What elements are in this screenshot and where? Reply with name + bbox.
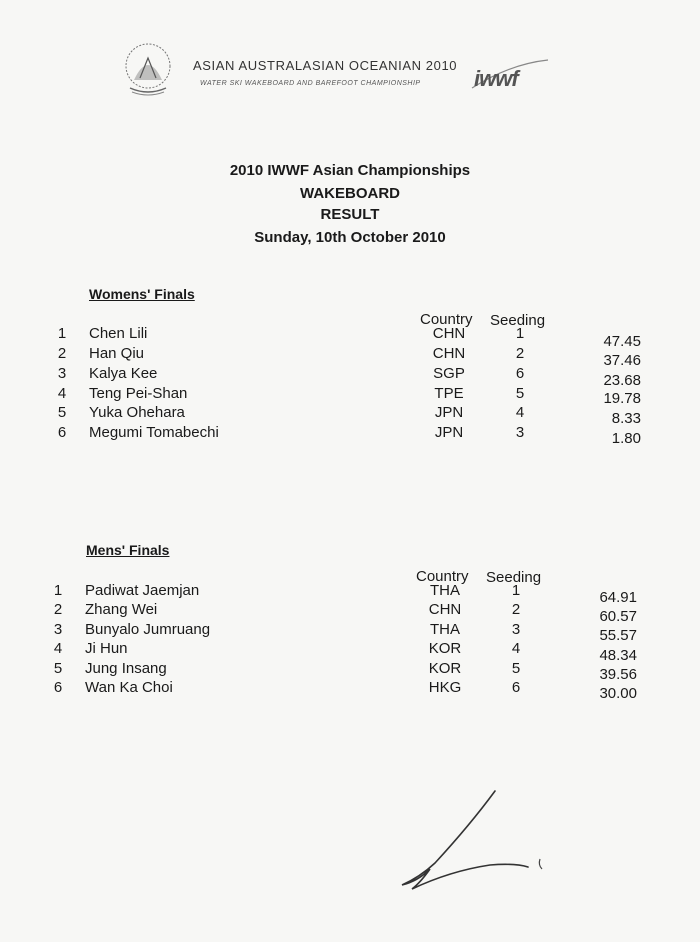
- country-cell: TPE: [434, 385, 464, 402]
- table-row: [0, 660, 700, 683]
- rank-cell: 3: [57, 365, 67, 382]
- table-row: [0, 424, 700, 447]
- championship-emblem-icon: [124, 40, 172, 98]
- mens-country-header: Country: [416, 568, 469, 585]
- letterhead-subtitle: WATER SKI WAKEBOARD AND BAREFOOT CHAMPIONSHIP: [200, 80, 421, 87]
- seeding-cell: 5: [515, 385, 525, 402]
- score-cell: 23.68: [603, 372, 641, 389]
- country-cell: CHN: [432, 325, 466, 342]
- athlete-name: Padiwat Jaemjan: [85, 582, 200, 599]
- rank-cell: 4: [53, 640, 63, 657]
- rank-cell: 2: [57, 345, 67, 362]
- country-cell: JPN: [434, 424, 464, 441]
- table-row: [0, 640, 700, 664]
- rank-cell: 6: [57, 424, 67, 441]
- score-cell: 8.33: [611, 410, 641, 427]
- womens-finals-title: Womens' Finals: [89, 286, 195, 302]
- athlete-name: Zhang Wei: [85, 601, 158, 618]
- seeding-cell: 3: [511, 621, 521, 638]
- seeding-cell: 2: [515, 345, 525, 362]
- score-cell: 64.91: [599, 589, 637, 606]
- score-cell: 1.80: [611, 430, 641, 447]
- signature-scribble: [390, 785, 560, 895]
- discipline-title: WAKEBOARD: [300, 185, 400, 202]
- womens-country-header: Country: [420, 311, 473, 328]
- score-cell: 47.45: [603, 333, 641, 350]
- athlete-name: Teng Pei-Shan: [89, 385, 188, 402]
- womens-seeding-header: Seeding: [490, 312, 546, 329]
- rank-cell: 3: [53, 621, 63, 638]
- event-title: 2010 IWWF Asian Championships: [229, 162, 471, 179]
- country-cell: KOR: [428, 660, 462, 677]
- seeding-cell: 2: [511, 601, 521, 618]
- athlete-name: Wan Ka Choi: [85, 679, 173, 696]
- table-row: [0, 621, 700, 644]
- athlete-name: Han Qiu: [89, 345, 145, 362]
- country-cell: HKG: [428, 679, 462, 696]
- letterhead: [0, 0, 700, 110]
- rank-cell: 2: [53, 601, 63, 618]
- seeding-cell: 6: [511, 679, 521, 696]
- country-cell: THA: [430, 621, 460, 638]
- mens-seeding-header: Seeding: [486, 569, 542, 586]
- country-cell: CHN: [428, 601, 462, 618]
- rank-cell: 5: [53, 660, 63, 677]
- seeding-cell: 6: [515, 365, 525, 382]
- seeding-cell: 4: [515, 404, 525, 421]
- country-cell: SGP: [433, 365, 465, 382]
- country-cell: CHN: [432, 345, 466, 362]
- score-cell: 48.34: [599, 647, 637, 664]
- seeding-cell: 4: [511, 640, 521, 657]
- rank-cell: 1: [53, 582, 63, 599]
- score-cell: 37.46: [603, 352, 641, 369]
- seeding-cell: 1: [511, 582, 521, 599]
- score-cell: 19.78: [603, 390, 641, 407]
- athlete-name: Chen Lili: [89, 325, 148, 342]
- table-row: [0, 325, 700, 350]
- athlete-name: Jung Insang: [85, 660, 167, 677]
- country-cell: THA: [430, 582, 460, 599]
- country-cell: JPN: [434, 404, 464, 421]
- seeding-cell: 3: [515, 424, 525, 441]
- rank-cell: 5: [57, 404, 67, 421]
- table-row: [0, 365, 700, 389]
- athlete-name: Ji Hun: [85, 640, 128, 657]
- athlete-name: Megumi Tomabechi: [89, 424, 219, 441]
- table-row: [0, 582, 700, 606]
- seeding-cell: 5: [511, 660, 521, 677]
- mens-finals-title: Mens' Finals: [86, 542, 170, 558]
- rank-cell: 6: [53, 679, 63, 696]
- country-cell: KOR: [428, 640, 462, 657]
- rank-cell: 1: [57, 325, 67, 342]
- athlete-name: Bunyalo Jumruang: [85, 621, 211, 638]
- score-cell: 39.56: [599, 666, 637, 683]
- table-row: [0, 404, 700, 427]
- table-row: [0, 601, 700, 625]
- iwwf-logo-text: iwwf: [474, 66, 518, 91]
- score-cell: 55.57: [599, 627, 637, 644]
- table-row: [0, 385, 700, 405]
- table-row: [0, 345, 700, 369]
- rank-cell: 4: [57, 385, 67, 402]
- table-row: [0, 679, 700, 702]
- score-cell: 30.00: [599, 685, 637, 702]
- athlete-name: Yuka Ohehara: [89, 404, 185, 421]
- score-cell: 60.57: [599, 608, 637, 625]
- athlete-name: Kalya Kee: [89, 365, 158, 382]
- seeding-cell: 1: [515, 325, 525, 342]
- letterhead-title: ASIAN AUSTRALASIAN OCEANIAN 2010: [193, 58, 458, 73]
- result-title: RESULT: [320, 206, 380, 223]
- event-date: Sunday, 10th October 2010: [254, 229, 446, 246]
